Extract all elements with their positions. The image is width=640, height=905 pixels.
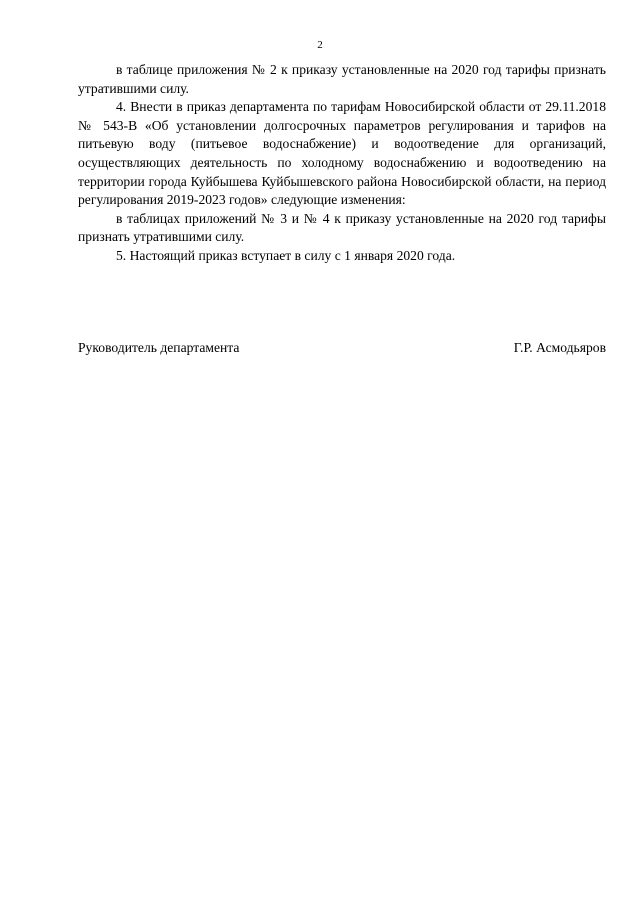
paragraph-item-4: 4. Внести в приказ департамента по тарифам Новосибирской области от 29.11.2018 № 543-В «Об установлении долгосрочных параметров регулирования и тарифов на питьевую воду (питьевое водоснабжение) и водоотведение для организаций, осуществляющих деятельность по холодному водоснабжению и водоотведению на территории города Куйбышева Куйбышевского района Новосибирской области, на период регулирования 2019-2023 годов» следующие изменения: — [78, 99, 606, 208]
paragraph-table-annex-2: в таблице приложения № 2 к приказу установленные на 2020 год тарифы признать утратившими силу. — [78, 62, 606, 96]
paragraph-item-5: 5. Настоящий приказ вступает в силу с 1 января 2020 года. — [116, 247, 456, 263]
page-number: 2 — [317, 39, 323, 51]
signatory-name: Г.Р. Асмодьяров — [513, 340, 606, 355]
document-body — [78, 61, 606, 266]
paragraph-tables-annex-3-4: в таблицах приложений № 3 и № 4 к приказу установленные на 2020 год тарифы признать утратившими силу. — [78, 210, 606, 245]
signatory-role: Руководитель департамента — [78, 340, 240, 355]
